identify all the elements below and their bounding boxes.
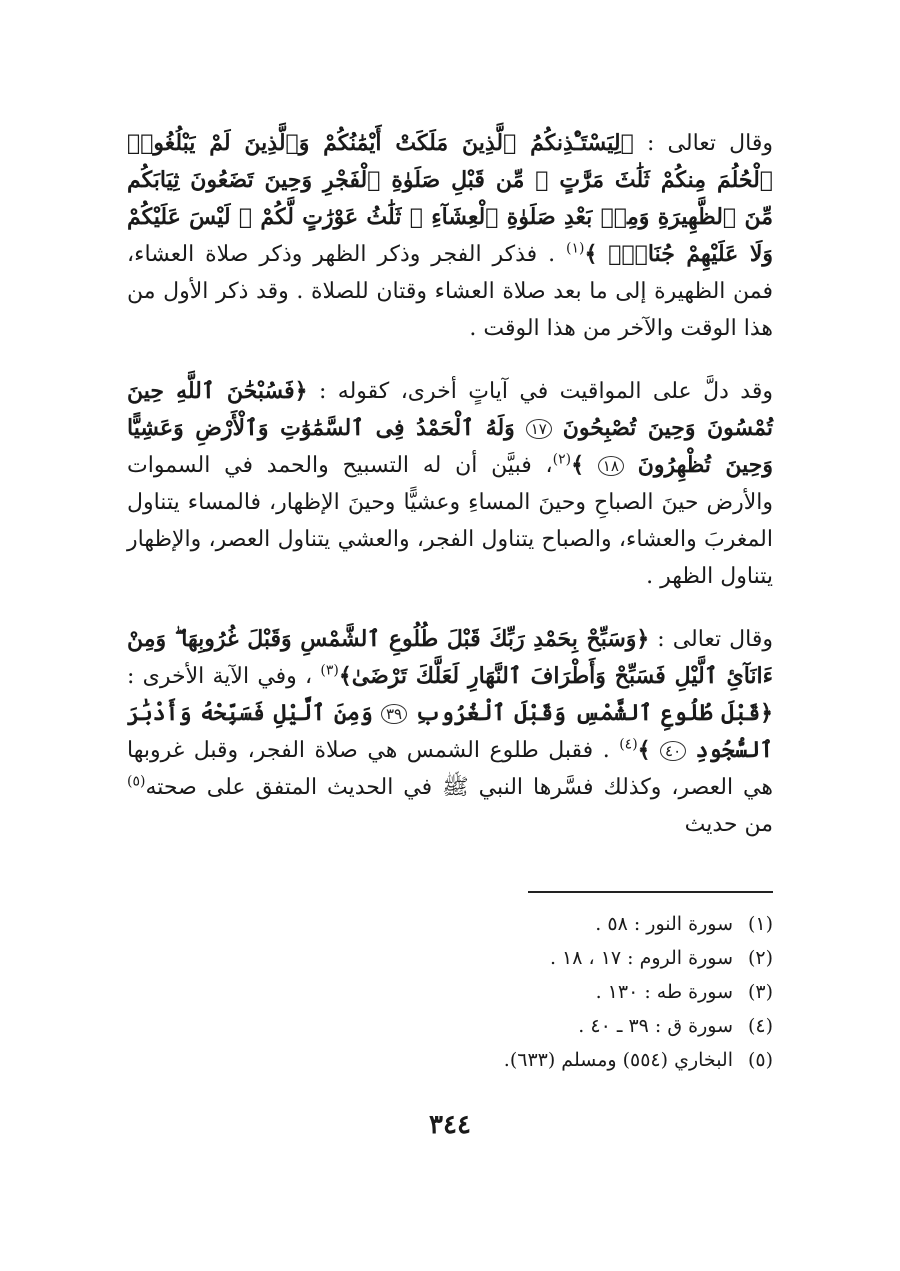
page-number: ٣٤٤ [429, 1110, 471, 1140]
quran-verse: فَسُبْحَٰنَ ٱللَّهِ حِينَ تُمْسُونَ وَحِينَ تُصْبِحُونَ [127, 378, 773, 441]
commentary-text: . فذكر الفجر وذكر الظهر وذكر صلاة العشاء، فمن الظهيرة إلى ما بعد صلاة العشاء وقتان للصلاة . وقد ذكر الأول من هذا الوقت والآخر من هذا الوقت . [127, 242, 773, 341]
ornate-bracket-close: ﴾ [637, 737, 651, 763]
footnote-number: (٢) [747, 947, 773, 969]
ornate-bracket-open: ﴿ [636, 626, 650, 652]
aya-number-marker: ٣٩ [381, 704, 407, 724]
quran-verse: وَسَبِّحْ بِحَمْدِ رَبِّكَ قَبْلَ طُلُوعِ ٱلشَّمْسِ وَقَبْلَ غُرُوبِهَا ۖ وَمِنْ ءَانَآئِ ٱلَّيْلِ فَسَبِّحْ وَأَطْرَافَ ٱلنَّهَارِ لَعَلَّكَ تَرْضَىٰ [127, 626, 773, 689]
quran-verse: وَمِنَ ٱلَّيْلِ فَسَبِّحْهُ وَأَدْبَٰرَ ٱلسُّجُودِ [127, 700, 774, 763]
quran-verse: قَبْلَ طُلُوعِ ٱلشَّمْسِ وَقَبْلَ ٱلْغُرُوبِ [415, 700, 761, 726]
footnote-item [127, 1009, 773, 1043]
ornate-bracket-open: ﴿ [620, 130, 634, 156]
quran-verse: وَلَهُ ٱلْحَمْدُ فِى ٱلسَّمَٰوَٰتِ وَٱلْأَرْضِ وَعَشِيًّا وَحِينَ تُظْهِرُونَ [127, 415, 773, 478]
intro-text: وقال تعالى : [633, 131, 774, 156]
aya-number-marker: ١٧ [526, 419, 552, 439]
book-page [127, 125, 774, 1140]
intro-text: وقد دلَّ على المواقيت في آياتٍ أخرى، كقوله : [307, 379, 773, 404]
tail-text: من حديث [684, 812, 773, 837]
paragraph-2 [127, 373, 773, 595]
ornate-bracket-open: ﴿ [294, 378, 308, 404]
ornate-bracket-close: ﴾ [584, 241, 598, 267]
footnotes-list [127, 907, 773, 1077]
footnote-text: سورة النور : ٥٨ . [595, 913, 733, 935]
aya-number-marker: ١٨ [598, 456, 624, 476]
footnote-ref[interactable]: (٤) [619, 736, 638, 753]
footnote-ref[interactable]: (١) [566, 240, 585, 257]
middle-text: ، وفي الآية الأخرى : [127, 664, 321, 689]
aya-number-marker: ٤٠ [660, 741, 686, 761]
footnote-number: (٥) [747, 1049, 773, 1071]
footnote-text: سورة ق : ٣٩ ـ ٤٠ . [578, 1015, 733, 1037]
footnote-divider [528, 891, 773, 893]
footnote-number: (٣) [747, 981, 773, 1003]
commentary-text: ، فبيَّن أن له التسبيح والحمد في السموات والأرض حينَ الصباحِ وحينَ المساءِ وعشيًّا وحينَ الإظهار، فالمساء يتناول المغربَ والعشاء، والصباح يتناول الفجر، والعشي يتناول العصر، والإظهار يتناول الظهر . [127, 453, 773, 589]
paragraph-1 [127, 125, 773, 347]
intro-text: وقال تعالى : [649, 627, 773, 652]
ornate-bracket-close: ﴾ [338, 663, 352, 689]
footnote-item [127, 975, 773, 1009]
footnote-item [127, 1043, 773, 1077]
footnote-text: البخاري (٥٥٤) ومسلم (٦٣٣). [503, 1049, 733, 1071]
paragraph-3 [127, 621, 773, 843]
ornate-bracket-close: ﴾ [571, 452, 584, 478]
footnote-item [127, 941, 773, 975]
footnote-text: سورة طه : ١٣٠ . [595, 981, 733, 1003]
footnote-ref[interactable]: (٥) [127, 773, 146, 790]
footnote-ref[interactable]: (٢) [552, 451, 572, 468]
footnote-item [127, 907, 773, 941]
footnote-ref[interactable]: (٣) [320, 662, 339, 679]
footnote-number: (١) [747, 913, 773, 935]
commentary-text: . فقبل طلوع الشمس هي صلاة الفجر، وقبل غروبها هي العصر، وكذلك فسَّرها النبي ﷺ في الحديث المتفق على صحته [127, 738, 774, 800]
ornate-bracket-open: ﴿ [760, 700, 773, 726]
quran-verse: لِيَسْتَـْٔذِنكُمُ ٱلَّذِينَ مَلَكَتْ أَيْمَٰنُكُمْ وَٱلَّذِينَ لَمْ يَبْلُغُوا۟ ٱلْحُلُمَ مِنكُمْ ثَلَٰثَ مَرَّٰتٍ ۚ مِّن قَبْلِ صَلَوٰةِ ٱلْفَجْرِ وَحِينَ تَضَعُونَ ثِيَابَكُم مِّنَ ٱلظَّهِيرَةِ وَمِنۢ بَعْدِ صَلَوٰةِ ٱلْعِشَآءِ ۚ ثَلَٰثُ عَوْرَٰتٍ لَّكُمْ ۚ لَيْسَ عَلَيْكُمْ وَلَا عَلَيْهِمْ جُنَاحٌۢ [127, 130, 773, 267]
footnote-number: (٤) [747, 1015, 773, 1037]
footnote-text: سورة الروم : ١٧ ، ١٨ . [549, 947, 733, 969]
